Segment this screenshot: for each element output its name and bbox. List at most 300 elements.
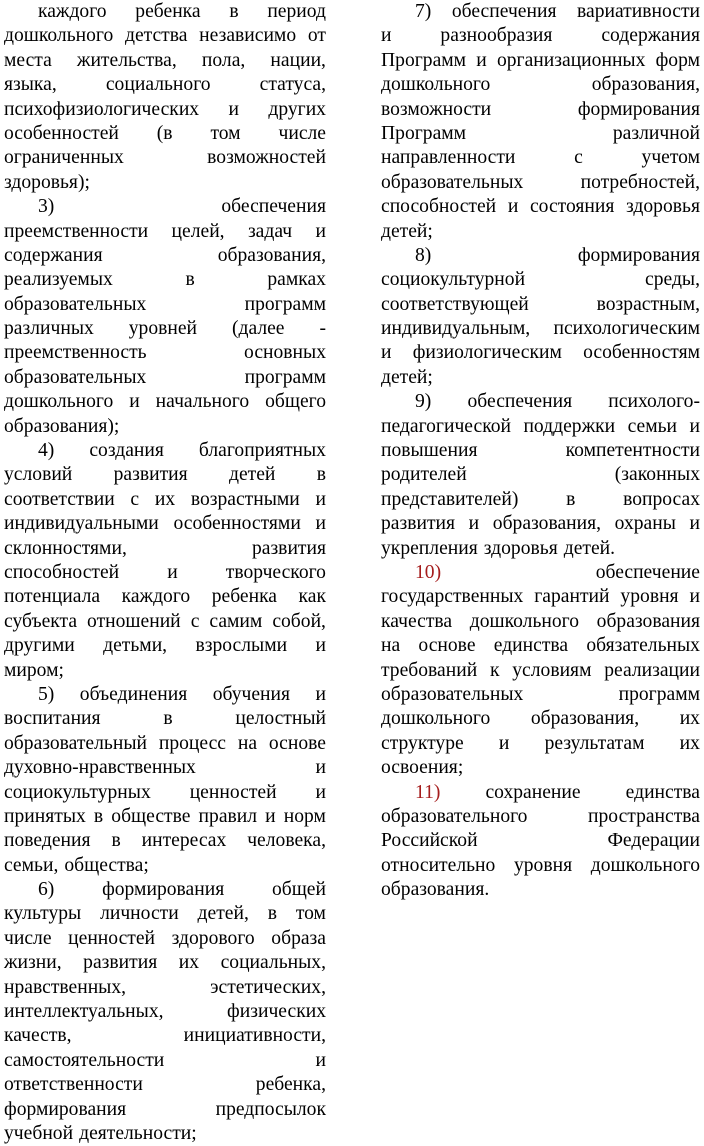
word: образовательный — [4, 732, 147, 754]
word: различной — [612, 122, 700, 144]
word: интересах — [141, 830, 227, 852]
word: в — [111, 830, 121, 852]
word: здорового — [171, 927, 255, 949]
word: период — [267, 1, 326, 22]
word: поддержки — [523, 415, 616, 437]
word: качеств, — [4, 1025, 72, 1047]
word: обеспечения — [221, 196, 326, 218]
word: дошкольного — [4, 25, 114, 47]
word: гарантий — [534, 586, 610, 608]
word: инициативности, — [183, 1025, 326, 1047]
word: образования. — [381, 879, 490, 901]
text-line — [381, 73, 700, 97]
word: каждого — [38, 1, 107, 22]
word: основе — [418, 635, 476, 657]
word: в — [229, 1, 239, 22]
word: субъекта — [4, 610, 78, 632]
text-line — [381, 195, 700, 219]
word: дошкольного — [469, 610, 580, 632]
text-line — [381, 146, 700, 170]
word: общества; — [64, 854, 149, 876]
text-line — [381, 49, 700, 73]
text-line — [381, 878, 700, 902]
word: и — [476, 49, 487, 71]
text-line — [4, 415, 326, 439]
word: физиологическим — [412, 342, 562, 364]
word: возможности — [381, 98, 492, 120]
text-line — [381, 854, 700, 878]
word: физических — [227, 1001, 326, 1023]
word: собой, — [272, 610, 326, 632]
text-line — [381, 98, 700, 122]
word: дошкольного — [590, 854, 700, 876]
text-line — [381, 24, 700, 48]
word: государственных — [381, 586, 524, 608]
word: программ — [244, 366, 326, 388]
word: программ — [244, 293, 326, 315]
word: том — [210, 122, 241, 144]
word: 7) — [415, 1, 432, 22]
word: творческого — [225, 561, 326, 583]
word: компетентности — [565, 440, 700, 462]
word: и — [315, 781, 326, 803]
word: склонностями, — [4, 537, 127, 559]
word: рамках — [267, 269, 326, 291]
word: потребностей, — [580, 171, 700, 193]
word: места — [4, 49, 52, 71]
word: детей — [228, 464, 276, 486]
word: поведения — [4, 830, 91, 852]
word: особенностям — [583, 342, 700, 364]
word: единства — [625, 781, 700, 803]
word: образовательных — [381, 683, 524, 705]
word: интеллектуальных, — [4, 1001, 164, 1023]
word: обеспечения — [467, 391, 573, 413]
text-line — [4, 24, 326, 48]
text-line — [4, 195, 326, 219]
word: и — [228, 98, 239, 120]
word: правил — [198, 805, 258, 827]
text-line — [4, 317, 326, 341]
word: 9) — [415, 391, 432, 413]
word: качества — [381, 610, 453, 632]
word: семьи — [627, 415, 678, 437]
word: соответствующей — [381, 293, 529, 315]
word: разнообразия — [440, 25, 553, 47]
text-line — [4, 1000, 326, 1024]
word: и — [167, 561, 178, 583]
word: образования, — [591, 74, 700, 96]
word: пола, — [201, 49, 246, 71]
text-line — [381, 781, 700, 805]
word: ценностей — [189, 781, 277, 803]
word: образовательного — [381, 805, 528, 827]
word: Программ — [381, 49, 467, 71]
text-line — [381, 439, 700, 463]
word: и — [315, 1049, 326, 1071]
left-column — [4, 0, 326, 1146]
text-line — [4, 854, 326, 878]
word: индивидуальным, — [381, 318, 531, 340]
word: к — [489, 659, 500, 681]
text-line — [381, 122, 700, 146]
text-line — [381, 585, 700, 609]
word: образования, — [492, 513, 602, 535]
word: и — [315, 513, 326, 535]
word: (законных — [614, 464, 700, 486]
word: (в — [156, 122, 173, 144]
text-line — [381, 659, 700, 683]
word: благоприятных — [198, 440, 326, 462]
word: образования); — [4, 415, 120, 437]
word: основе — [268, 732, 326, 754]
text-line — [4, 463, 326, 487]
word: развития — [113, 464, 188, 486]
word: уровня — [513, 854, 573, 876]
word: формирования — [577, 98, 700, 120]
text-line — [4, 390, 326, 414]
word: и — [129, 391, 140, 413]
word: целей, — [171, 220, 225, 242]
text-line — [4, 951, 326, 975]
word: статуса, — [259, 74, 326, 96]
word: различных — [4, 318, 94, 340]
word: ребенка, — [255, 1074, 326, 1096]
word: духовно-нравственных — [4, 757, 196, 779]
word: охраны — [614, 513, 676, 535]
word: каждого — [121, 586, 191, 608]
word: реализации — [604, 659, 700, 681]
text-line — [381, 634, 700, 658]
text-line — [4, 73, 326, 97]
word: укрепления — [381, 537, 478, 559]
word: 3) — [38, 196, 55, 218]
text-line — [4, 244, 326, 268]
word: форм — [655, 49, 700, 71]
word: воспитания — [4, 708, 101, 730]
word: и — [498, 732, 510, 754]
word: структуре — [381, 732, 464, 754]
word: образовательных — [4, 293, 147, 315]
word: и — [315, 488, 326, 510]
word: развития — [381, 513, 456, 535]
text-line — [381, 463, 700, 487]
word: вариативности — [577, 1, 700, 22]
word: их — [178, 952, 200, 974]
word: их — [679, 708, 700, 730]
word: и — [381, 25, 392, 47]
word: дошкольного — [4, 391, 114, 413]
word: создания — [89, 440, 164, 462]
word: способностей — [381, 196, 497, 218]
word: социокультурных — [4, 781, 151, 803]
text-line — [4, 1122, 326, 1146]
word: относительно — [381, 854, 496, 876]
word: реализуемых — [4, 269, 113, 291]
item-number: 10) — [415, 561, 442, 583]
text-line — [381, 732, 700, 756]
word: начального — [155, 391, 250, 413]
text-line — [381, 244, 700, 268]
text-line — [381, 220, 700, 244]
word: способностей — [4, 561, 120, 583]
word: развития — [251, 537, 326, 559]
text-line — [381, 317, 700, 341]
word: человека, — [247, 830, 326, 852]
word: дошкольного — [381, 74, 491, 96]
word: в — [93, 805, 104, 827]
word: психофизиологических — [4, 98, 200, 120]
word: состояния — [529, 196, 615, 218]
word: целостный — [235, 708, 326, 730]
word: уровней — [128, 318, 198, 340]
text-line — [381, 610, 700, 634]
word: общего — [265, 391, 326, 413]
word: возрастным, — [596, 293, 700, 315]
word: числе — [278, 122, 326, 144]
word: числе — [4, 927, 52, 949]
text-line — [381, 268, 700, 292]
word: ценностей — [68, 927, 156, 949]
word: Программ — [381, 122, 467, 144]
word: ограниченных — [4, 147, 124, 169]
word: и — [689, 586, 700, 608]
word: ребенка — [135, 1, 201, 22]
word: освоения; — [381, 757, 464, 779]
text-line — [4, 49, 326, 73]
word: программ — [618, 683, 700, 705]
word: с — [190, 610, 200, 632]
word: и — [315, 220, 326, 242]
word: 8) — [415, 244, 432, 266]
word: социокультурной — [381, 269, 526, 291]
text-line — [381, 293, 700, 317]
text-line — [4, 634, 326, 658]
word: обязательных — [586, 635, 700, 657]
word: преемственности — [4, 220, 149, 242]
word: образования, — [217, 244, 326, 266]
text-line — [381, 512, 700, 536]
text-line — [4, 98, 326, 122]
word: ребенка — [211, 586, 278, 608]
word: и — [507, 196, 519, 218]
word: миром; — [4, 659, 64, 681]
word: их — [154, 488, 176, 510]
word: условиям — [512, 659, 592, 681]
word: обеспечение — [595, 561, 700, 583]
word: образовательных — [4, 366, 147, 388]
text-line — [4, 781, 326, 805]
text-line — [381, 683, 700, 707]
word: соответствии — [4, 488, 115, 510]
text-line — [4, 268, 326, 292]
word: нравственных, — [4, 976, 127, 998]
text-line — [381, 805, 700, 829]
text-line — [4, 122, 326, 146]
word: на — [237, 732, 258, 754]
word: повышения — [381, 440, 478, 462]
word: образа — [271, 927, 326, 949]
word: обучения — [212, 683, 291, 705]
word: 5) — [38, 683, 55, 705]
text-line — [381, 561, 700, 585]
word: как — [298, 586, 326, 608]
word: в — [163, 708, 173, 730]
word: представителей) — [381, 488, 519, 510]
word: деятельности; — [79, 1122, 197, 1144]
text-line — [381, 390, 700, 414]
word: процесс — [158, 732, 226, 754]
text-line — [4, 537, 326, 561]
word: здоровья — [626, 196, 700, 218]
word: здоровья — [483, 537, 558, 559]
text-line — [381, 415, 700, 439]
text-line — [4, 585, 326, 609]
text-line — [381, 756, 700, 780]
word: других — [268, 98, 326, 120]
word: в — [566, 488, 576, 510]
word: от — [307, 25, 326, 47]
text-line — [4, 488, 326, 512]
text-line — [4, 756, 326, 780]
text-line — [4, 366, 326, 390]
word: психолого- — [608, 391, 700, 413]
word: родителей — [381, 464, 467, 486]
word: и — [689, 513, 700, 535]
word: отношений — [87, 610, 181, 632]
word: основных — [244, 342, 326, 364]
word: особенностями — [173, 513, 301, 535]
word: направленности — [381, 147, 516, 169]
word: обществе — [111, 805, 191, 827]
word: содержания — [601, 25, 700, 47]
word: взрослыми — [195, 635, 288, 657]
word: другими — [4, 635, 75, 657]
text-line — [4, 732, 326, 756]
word: формирования — [577, 244, 700, 266]
word: самостоятельности — [4, 1049, 165, 1071]
text-line — [4, 220, 326, 244]
word: детьми, — [103, 635, 168, 657]
word: содержания — [4, 244, 103, 266]
word: вопросах — [623, 488, 700, 510]
text-line — [4, 976, 326, 1000]
text-line — [4, 341, 326, 365]
word: 6) — [38, 879, 55, 901]
text-line — [4, 561, 326, 585]
word: сохранение — [485, 781, 581, 803]
word: среды, — [645, 269, 700, 291]
text-line — [4, 1024, 326, 1048]
word: организационных — [496, 49, 646, 71]
word: образовательных — [381, 171, 524, 193]
word: единства — [493, 635, 569, 657]
word: принятых — [4, 805, 86, 827]
word: требований — [381, 659, 478, 681]
text-line — [4, 659, 326, 683]
word: эстетических, — [210, 976, 326, 998]
text-line — [4, 805, 326, 829]
word: с — [574, 147, 583, 169]
word: в — [267, 903, 277, 925]
word: образования — [596, 610, 700, 632]
word: жизни, — [4, 952, 62, 974]
word: том — [295, 903, 326, 925]
word: формирования — [102, 879, 225, 901]
word: их — [679, 732, 700, 754]
text-line — [381, 0, 700, 24]
word: обеспечения — [451, 1, 557, 22]
text-line — [381, 366, 700, 390]
text-line — [4, 512, 326, 536]
text-line — [381, 707, 700, 731]
word: и — [468, 513, 480, 535]
text-line — [4, 878, 326, 902]
word: образования, — [530, 708, 640, 730]
text-line — [381, 341, 700, 365]
word: (далее — [231, 318, 285, 340]
word: социального — [105, 74, 211, 96]
word: с — [130, 488, 140, 510]
text-line — [4, 146, 326, 170]
word: семьи, — [4, 854, 59, 876]
word: предпосылок — [215, 1098, 326, 1120]
word: Федерации — [607, 830, 700, 852]
word: задач — [247, 220, 293, 242]
word: учебной — [4, 1122, 74, 1144]
word: особенностей — [4, 122, 119, 144]
word: детства — [125, 25, 188, 47]
word: на — [381, 635, 401, 657]
word: языка, — [4, 74, 57, 96]
word: детей, — [197, 903, 249, 925]
word: пространства — [588, 805, 700, 827]
word: социальных, — [220, 952, 326, 974]
word: самим — [209, 610, 263, 632]
word: ответственности — [4, 1074, 143, 1096]
text-line — [4, 829, 326, 853]
word: жительства, — [76, 49, 177, 71]
word: и — [265, 805, 276, 827]
word: и — [689, 415, 700, 437]
text-line — [4, 171, 326, 195]
right-column — [381, 0, 700, 902]
word: - — [319, 318, 326, 340]
text-line — [4, 610, 326, 634]
word: возможностей — [207, 147, 326, 169]
word: личности — [100, 903, 179, 925]
text-line — [4, 1073, 326, 1097]
text-line — [381, 537, 700, 561]
text-line — [4, 293, 326, 317]
word: объединения — [79, 683, 188, 705]
word: детей; — [381, 220, 433, 242]
text-line — [381, 488, 700, 512]
text-line — [4, 439, 326, 463]
word: детей. — [563, 537, 616, 559]
word: Российской — [381, 830, 478, 852]
text-line — [4, 927, 326, 951]
word: учетом — [641, 147, 700, 169]
word: независимо — [199, 25, 297, 47]
word: и — [315, 757, 326, 779]
word: дошкольного — [381, 708, 491, 730]
word: норм — [283, 805, 326, 827]
text-line — [381, 829, 700, 853]
word: педагогической — [381, 415, 511, 437]
word: нации, — [270, 49, 326, 71]
word: преемственность — [4, 342, 147, 364]
